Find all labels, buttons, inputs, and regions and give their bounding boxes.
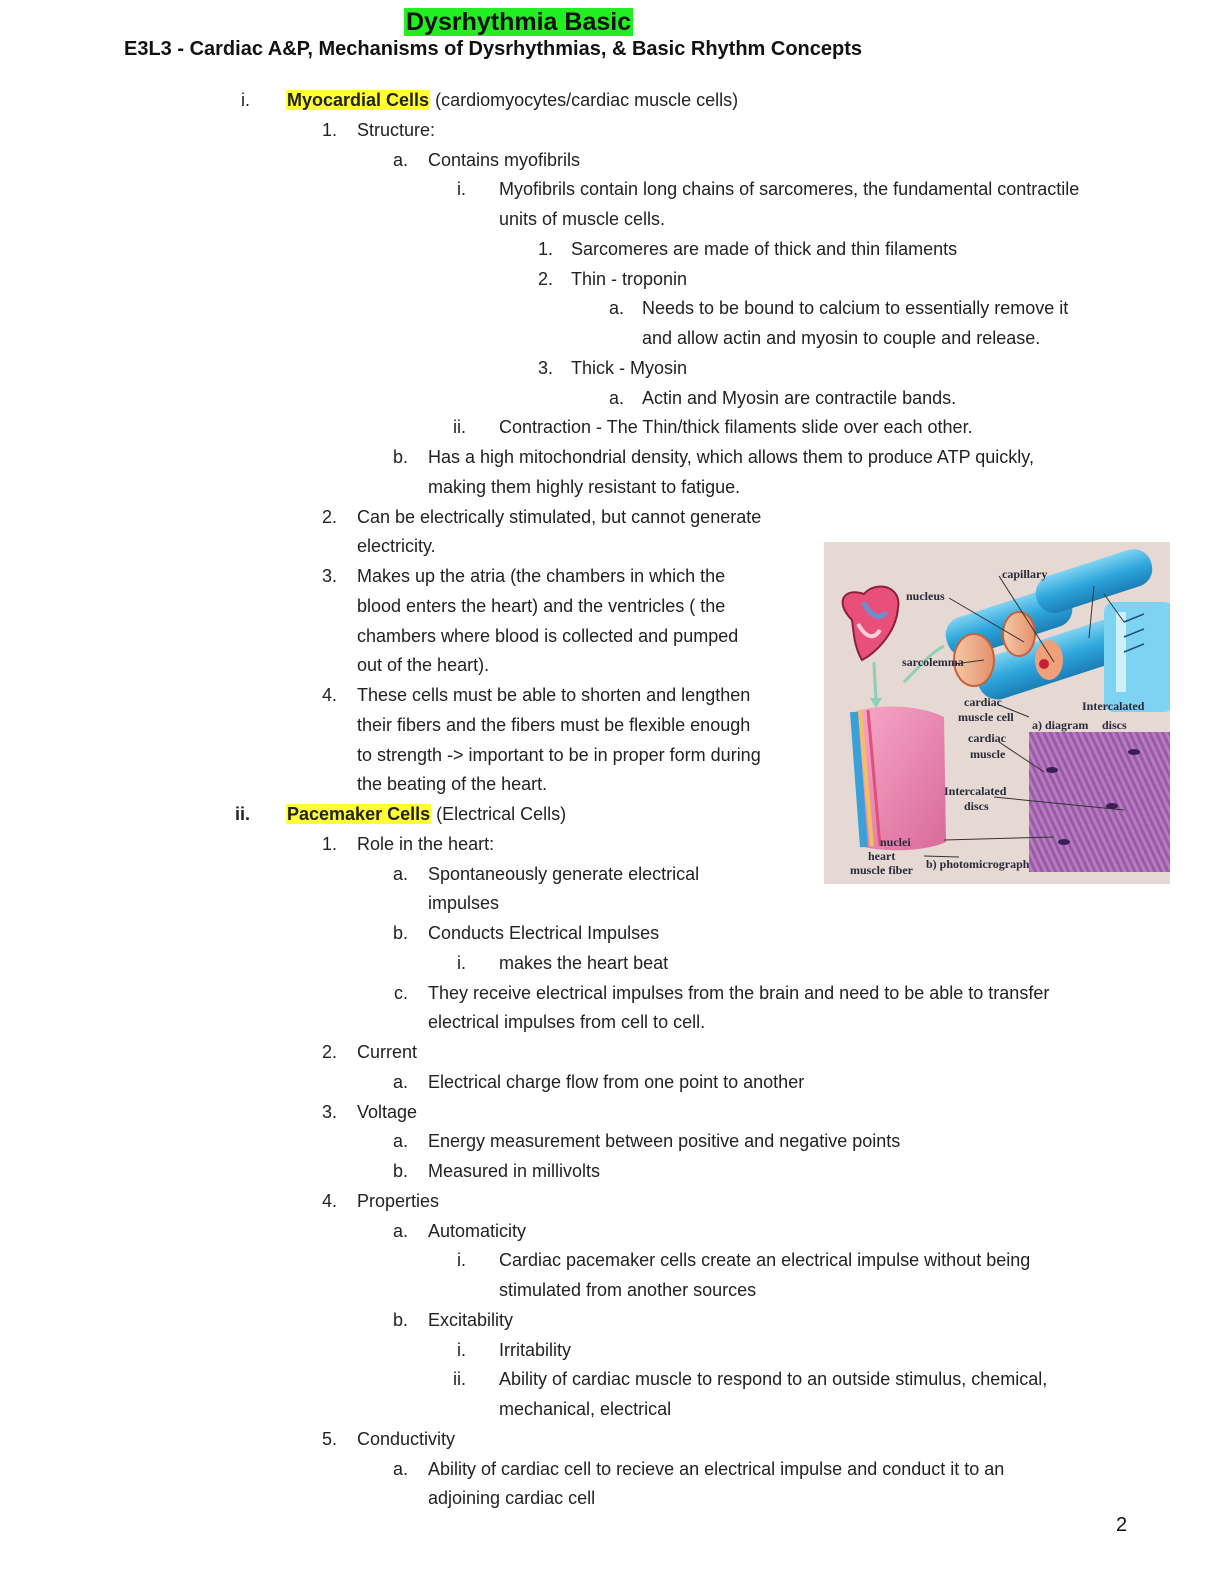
list-item-body: Excitability xyxy=(428,1309,514,1330)
list-marker: b. xyxy=(392,1309,408,1330)
cardiac-muscle-tissue-drawing xyxy=(854,707,946,851)
list-item-text xyxy=(357,654,489,676)
list-item-body: (cardiomyocytes/cardiac muscle cells) xyxy=(435,90,739,110)
heart-drawing xyxy=(843,586,899,660)
list-marker: ii. xyxy=(453,1369,466,1390)
list-item-body: Makes up the atria (the chambers in which the xyxy=(357,566,726,586)
list-marker: i. xyxy=(241,90,250,110)
list-item-text xyxy=(642,327,1040,349)
list-item-text xyxy=(428,922,659,944)
figure-label: discs xyxy=(964,799,989,813)
figure-label: b) photomicrograph xyxy=(926,857,1030,871)
figure-label: nucleus xyxy=(906,589,945,603)
list-item-body: Cardiac pacemaker cells create an electrical impulse without being xyxy=(499,1250,1031,1271)
list-marker: c. xyxy=(393,982,408,1003)
list-item-text xyxy=(357,506,761,528)
list-item-body: Conducts Electrical Impulses xyxy=(428,923,660,943)
list-item-body: Structure: xyxy=(357,119,436,140)
figure-label: muscle fiber xyxy=(850,863,913,877)
list-item-body: Spontaneously generate electrical xyxy=(428,863,700,884)
list-item-body: These cells must be able to shorten and lengthen xyxy=(357,685,751,705)
list-marker: 4. xyxy=(321,685,337,705)
list-item-text xyxy=(357,1190,439,1212)
list-item-text xyxy=(428,892,499,914)
list-item-body: Role in the heart: xyxy=(357,833,495,854)
list-item-body: their fibers and the fibers must be flexible enough xyxy=(357,714,751,735)
list-item-text xyxy=(286,89,738,111)
muscle-cells-drawing xyxy=(941,544,1170,712)
list-item-body: Ability of cardiac cell to recieve an electrical impulse and conduct it to an xyxy=(428,1458,1005,1479)
list-item-body: Current xyxy=(357,1042,418,1062)
list-item-text xyxy=(357,744,761,766)
list-item-text xyxy=(357,714,750,736)
list-item-body: adjoining cardiac cell xyxy=(428,1488,596,1509)
list-item-body: Thin - troponin xyxy=(571,268,688,289)
figure-label: muscle xyxy=(970,747,1006,761)
list-item-text xyxy=(499,1398,671,1420)
list-marker: i. xyxy=(457,179,466,200)
list-marker: 4. xyxy=(321,1190,337,1211)
list-item-body: Energy measurement between positive and negative points xyxy=(428,1131,901,1152)
list-item-body: blood enters the heart) and the ventricles ( the xyxy=(357,595,726,616)
list-marker: a. xyxy=(392,1458,408,1479)
list-marker: b. xyxy=(392,923,408,943)
list-item-text xyxy=(357,773,547,795)
list-item-body: the beating of the heart. xyxy=(357,774,548,795)
list-item-text xyxy=(357,833,494,855)
list-item-text xyxy=(571,357,687,379)
figure-label: nuclei xyxy=(880,835,911,849)
list-marker: 3. xyxy=(321,566,337,586)
list-item-body: Properties xyxy=(357,1190,440,1211)
list-item-body: to strength -> important to be in proper form during xyxy=(357,744,761,765)
list-item-body: Automaticity xyxy=(428,1220,527,1241)
list-item-body: Myofibrils contain long chains of sarcomeres, the fundamental contractile xyxy=(499,179,1080,200)
list-marker: ii. xyxy=(234,804,250,824)
figure-label: cardiac xyxy=(964,695,1002,709)
list-item-text xyxy=(499,416,973,438)
list-marker: 1. xyxy=(537,238,553,259)
list-item-text xyxy=(499,208,665,230)
list-marker: 3. xyxy=(321,1101,337,1122)
list-item-body: Has a high mitochondrial density, which allows them to produce ATP quickly, xyxy=(428,447,1034,467)
list-marker: 1. xyxy=(321,119,337,140)
list-item-body: stimulated from another sources xyxy=(499,1280,757,1300)
figure-label: cardiac xyxy=(968,731,1006,745)
list-marker: 2. xyxy=(321,506,337,527)
list-item-text xyxy=(428,863,699,885)
highlighted-term: Myocardial Cells xyxy=(287,90,430,110)
list-marker: ii. xyxy=(453,417,466,438)
list-marker: a. xyxy=(608,387,624,408)
list-item-text xyxy=(357,1041,417,1063)
list-item-text xyxy=(357,684,750,706)
list-marker: b. xyxy=(392,1161,408,1181)
list-item-body: (Electrical Cells) xyxy=(436,804,567,824)
list-item-body: out of the heart). xyxy=(357,655,490,676)
list-item-text xyxy=(357,1101,417,1123)
list-marker: 5. xyxy=(321,1428,337,1449)
list-item-text xyxy=(286,803,566,825)
cardiac-muscle-figure xyxy=(824,542,1170,884)
figure-label: heart xyxy=(868,849,896,863)
list-item-body: Voltage xyxy=(357,1101,418,1122)
list-item-body: and allow actin and myosin to couple and release. xyxy=(642,328,1041,348)
list-item-text xyxy=(499,952,668,974)
list-item-text xyxy=(499,178,1079,200)
list-item-body: making them highly resistant to fatigue. xyxy=(428,476,741,497)
list-item-text xyxy=(357,565,725,587)
list-item-text xyxy=(428,1458,1004,1480)
highlighted-term: Pacemaker Cells xyxy=(287,804,431,824)
list-item-text xyxy=(357,1428,455,1450)
list-item-text xyxy=(499,1279,756,1301)
list-item-body: Thick - Myosin xyxy=(571,357,688,378)
list-item-text xyxy=(428,1160,600,1182)
list-item-text xyxy=(428,1220,526,1242)
list-item-text xyxy=(571,238,957,260)
list-item-body: Actin and Myosin are contractile bands. xyxy=(642,387,957,408)
figure-label: muscle cell xyxy=(958,710,1014,724)
list-item-text xyxy=(428,1071,804,1093)
list-item-text xyxy=(357,595,725,617)
list-marker: a. xyxy=(392,149,408,170)
list-marker: a. xyxy=(392,1131,408,1152)
list-item-body: makes the heart beat xyxy=(499,952,669,973)
list-item-text xyxy=(499,1368,1047,1390)
list-marker: a. xyxy=(392,1071,408,1092)
list-item-body: mechanical, electrical xyxy=(499,1399,672,1419)
list-marker: a. xyxy=(392,863,408,884)
document-title: Dysrhythmia Basic xyxy=(406,8,632,36)
list-item-text xyxy=(642,297,1068,319)
page-number: 2 xyxy=(1116,1514,1128,1536)
list-item-text xyxy=(357,625,738,647)
list-item-body: Contains myofibrils xyxy=(428,149,581,170)
figure-label: Intercalated xyxy=(1082,699,1145,713)
list-marker: i. xyxy=(457,1250,466,1271)
list-item-body: Can be electrically stimulated, but cannot generate xyxy=(357,506,762,527)
list-marker: i. xyxy=(457,952,466,973)
list-item-body: Measured in millivolts xyxy=(428,1161,601,1181)
list-item-body: Irritability xyxy=(499,1339,572,1360)
list-item-text xyxy=(642,387,956,409)
list-item-body: chambers where blood is collected and pumped xyxy=(357,625,739,646)
list-item-text xyxy=(428,1309,513,1331)
list-item-text xyxy=(499,1249,1030,1271)
list-marker: 2. xyxy=(321,1042,337,1062)
list-item-text xyxy=(428,476,740,498)
list-item-text xyxy=(428,149,580,171)
list-item-text xyxy=(428,1011,705,1033)
list-marker: 1. xyxy=(321,833,337,854)
figure-label: capillary xyxy=(1002,567,1048,581)
list-item-body: Conductivity xyxy=(357,1428,456,1449)
list-marker: 3. xyxy=(537,357,553,378)
list-item-body: Needs to be bound to calcium to essentially remove it xyxy=(642,298,1069,319)
list-item-body: Ability of cardiac muscle to respond to an outside stimulus, chemical, xyxy=(499,1369,1048,1390)
figure-label: Intercalated xyxy=(944,784,1007,798)
document-subtitle: E3L3 - Cardiac A&P, Mechanisms of Dysrhythmias, & Basic Rhythm Concepts xyxy=(124,38,862,60)
list-item-text xyxy=(499,1339,571,1361)
list-item-body: They receive electrical impulses from the brain and need to be able to transfer xyxy=(428,982,1050,1003)
list-item-body: electricity. xyxy=(357,536,436,557)
list-item-text xyxy=(571,268,687,290)
list-item-body: units of muscle cells. xyxy=(499,209,666,229)
list-item-text xyxy=(357,119,435,141)
list-item-body: Sarcomeres are made of thick and thin filaments xyxy=(571,238,958,259)
photomicrograph-image xyxy=(1029,732,1170,872)
figure-label: a) diagram xyxy=(1032,718,1089,732)
list-marker: a. xyxy=(392,1220,408,1241)
list-marker: a. xyxy=(608,298,624,319)
figure-label: sarcolemma xyxy=(902,655,964,669)
list-item-text xyxy=(428,982,1049,1004)
list-item-body: impulses xyxy=(428,893,500,914)
list-item-body: electrical impulses from cell to cell. xyxy=(428,1012,706,1033)
list-item-text xyxy=(428,446,1034,468)
list-marker: i. xyxy=(457,1339,466,1360)
list-item-body: Contraction - The Thin/thick filaments slide over each other. xyxy=(499,417,973,438)
list-marker: b. xyxy=(392,447,408,467)
list-item-body: Electrical charge flow from one point to another xyxy=(428,1071,805,1092)
list-marker: 2. xyxy=(537,268,553,289)
figure-label: discs xyxy=(1102,718,1127,732)
list-item-text xyxy=(357,535,436,557)
list-item-text xyxy=(428,1487,595,1509)
list-item-text xyxy=(428,1130,900,1152)
